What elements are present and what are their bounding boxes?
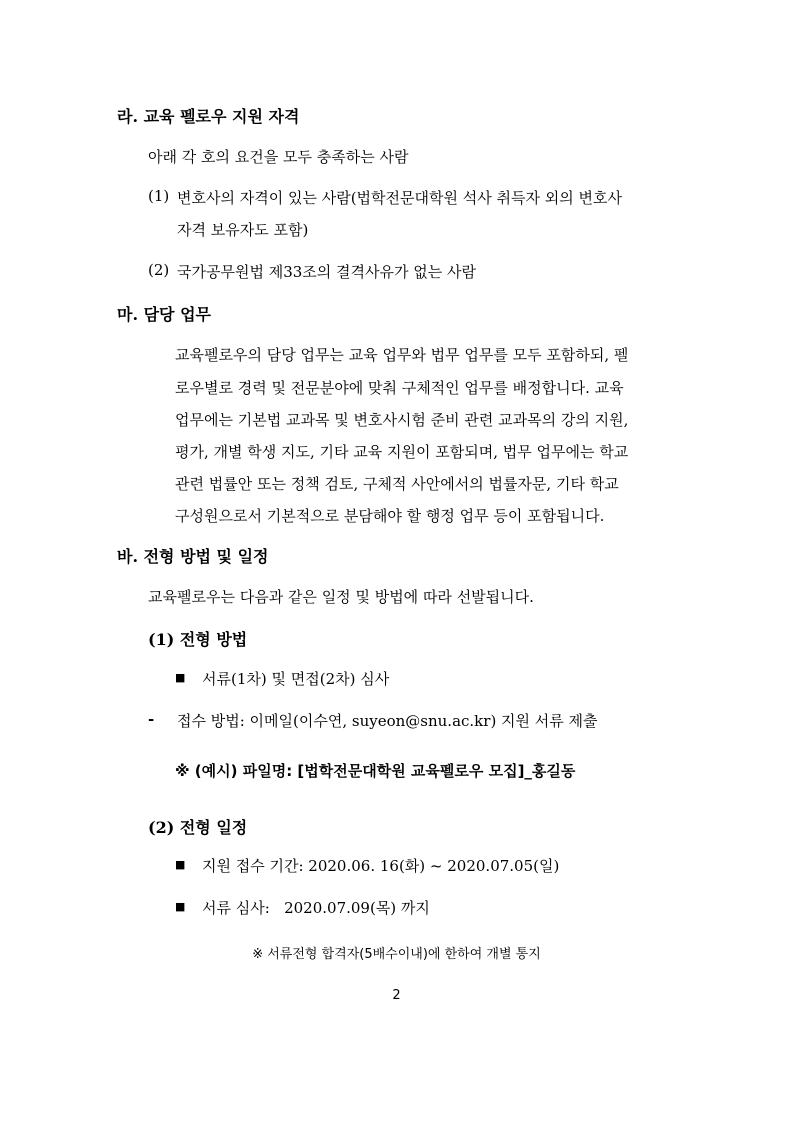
notice-text: ※ 서류전형 합격자(5배수이내)에 한하여 개별 통지 (252, 947, 541, 962)
square-bullet-icon: ■ (175, 858, 186, 871)
item-1-line-2: 자격 보유자도 포함) (177, 221, 309, 239)
duties-line-1: 교육펠로우의 담당 업무는 교육 업무와 법무 업무를 모두 포함하되, 펠 (175, 346, 629, 364)
filename-example: ※ (예시) 파일명: [법학전문대학원 교육펠로우 모집]_홍길동 (175, 762, 576, 780)
item-2-text: 국가공무원법 제33조의 결격사유가 없는 사람 (177, 263, 476, 281)
section-heading-ra: 라. 교육 펠로우 지원 자격 (117, 107, 300, 126)
section-ba-intro: 교육펠로우는 다음과 같은 일정 및 방법에 따라 선발됩니다. (148, 588, 534, 606)
duties-line-5: 관련 법률안 또는 정책 검토, 구체적 사안에서의 법률자문, 기타 학교 (175, 475, 619, 493)
document-review-text: 서류 심사: 2020.07.09(목) 까지 (202, 899, 430, 917)
duties-line-4: 평가, 개별 학생 지도, 기타 교육 지원이 포함되며, 법무 업무에는 학교 (175, 443, 629, 461)
page-number: 2 (392, 988, 401, 1003)
section-ra-intro: 아래 각 호의 요건을 모두 충족하는 사람 (148, 148, 409, 166)
submission-method-text: 접수 방법: 이메일(이수연, suyeon@snu.ac.kr) 지원 서류 제출 (177, 712, 598, 730)
application-period-text: 지원 접수 기간: 2020.06. 16(화) ~ 2020.07.05(일) (202, 857, 560, 875)
square-bullet-icon: ■ (175, 900, 186, 913)
section-heading-ba: 바. 전형 방법 및 일정 (117, 547, 269, 566)
item-1-line-1: 변호사의 자격이 있는 사람(법학전문대학원 석사 취득자 외의 변호사 (177, 189, 622, 207)
duties-line-2: 로우별로 경력 및 전문분야에 맞춰 구체적인 업무를 배정합니다. 교육 (175, 379, 624, 397)
dash-marker: - (148, 710, 155, 728)
section-heading-ma: 마. 담당 업무 (117, 305, 211, 324)
item-2-number: (2) (148, 261, 170, 279)
duties-line-3: 업무에는 기본법 교과목 및 변호사시험 준비 관련 교과목의 강의 지원, (175, 411, 629, 429)
square-bullet-icon: ■ (175, 671, 186, 684)
item-1-number: (1) (148, 187, 170, 205)
sub-heading-selection-method: (1) 전형 방법 (148, 630, 248, 649)
selection-method-text: 서류(1차) 및 면접(2차) 심사 (202, 670, 390, 688)
duties-line-6: 구성원으로서 기본적으로 분담해야 할 행정 업무 등이 포함됩니다. (175, 507, 605, 525)
sub-heading-schedule: (2) 전형 일정 (148, 818, 248, 837)
